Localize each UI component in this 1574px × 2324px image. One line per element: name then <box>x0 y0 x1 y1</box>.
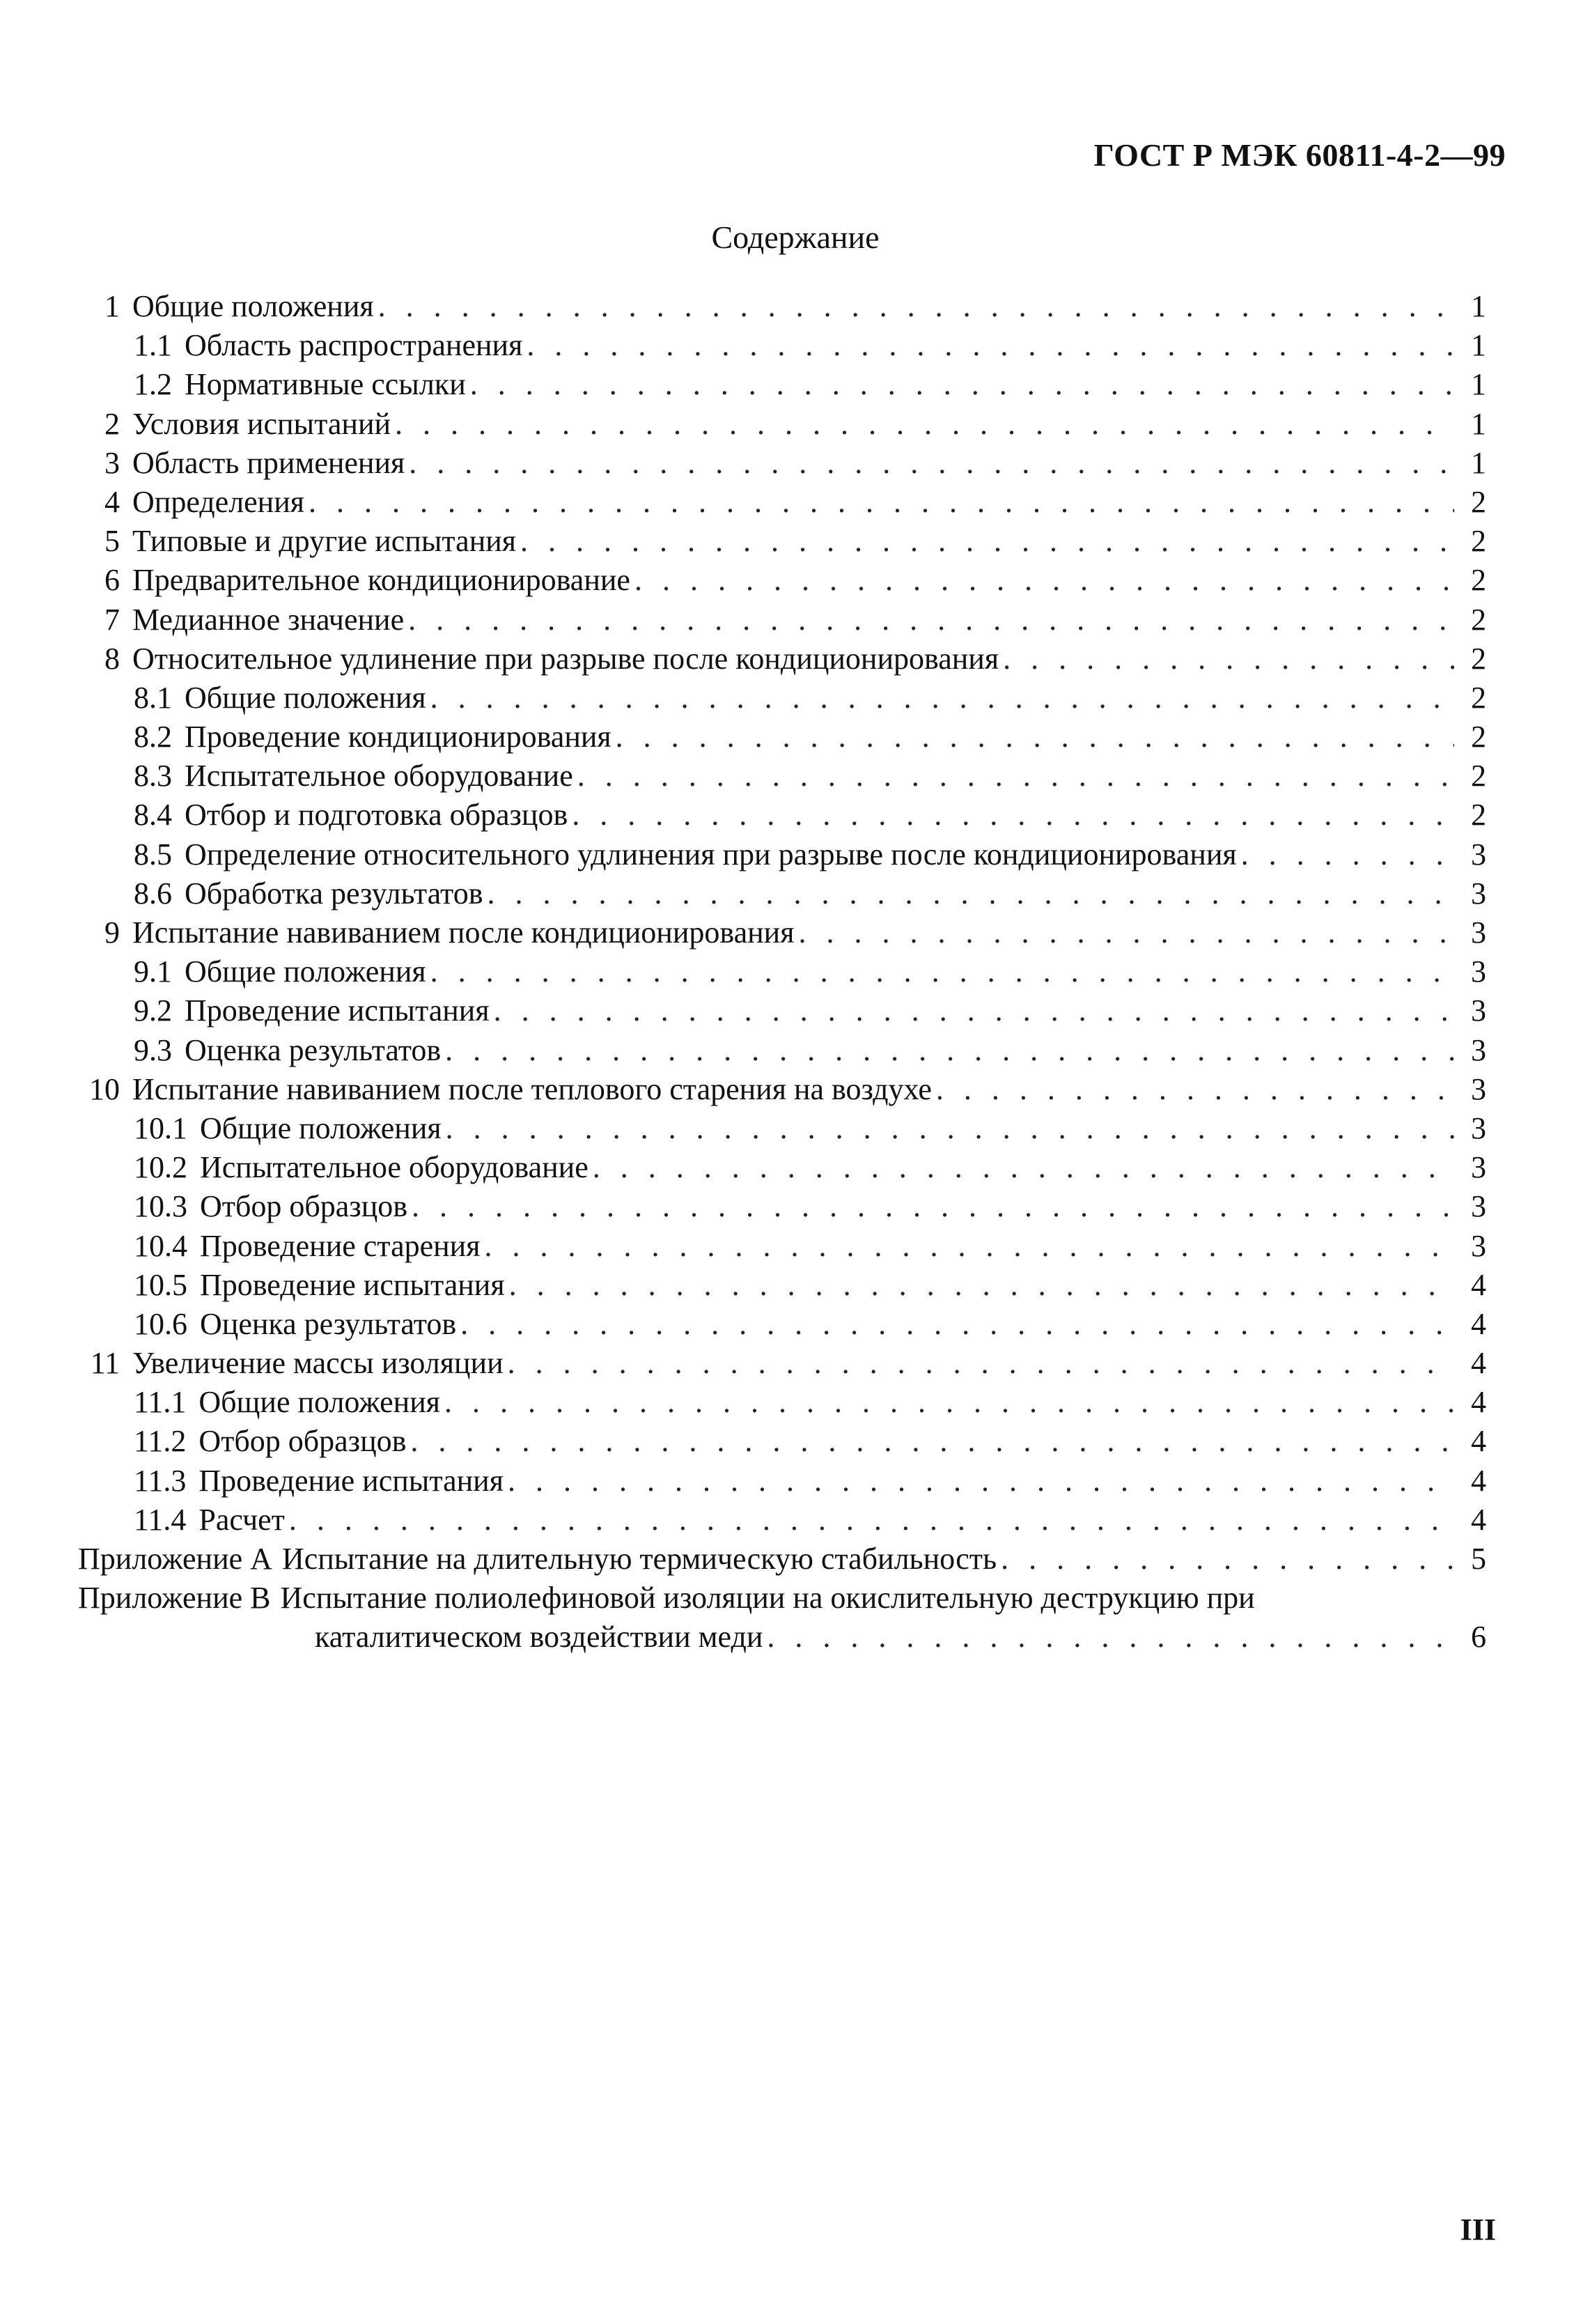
toc-entry[interactable] <box>78 835 1486 874</box>
toc-entry-page: 2 <box>1471 680 1486 715</box>
dot-leader <box>444 1383 1454 1422</box>
toc-entry[interactable] <box>78 326 1486 365</box>
toc-entry-title: Типовые и другие испытания <box>132 524 517 559</box>
dot-leader <box>409 444 1454 483</box>
toc-entry[interactable] <box>78 1031 1486 1070</box>
toc-entry-number: 11.3 <box>134 1463 187 1498</box>
toc-entry-number: 9.2 <box>134 993 172 1028</box>
toc-entry[interactable] <box>78 1109 1486 1148</box>
toc-entry-number: 2 <box>104 406 120 441</box>
toc-entry[interactable] <box>78 483 1486 522</box>
dot-leader <box>309 483 1454 522</box>
toc-entry-number: 6 <box>104 563 120 598</box>
appendix-title: Испытание полиолефиновой изоляции на окислительную деструкцию при <box>280 1581 1255 1616</box>
dot-leader <box>460 1305 1454 1344</box>
toc-entry-title: Общие положения <box>132 289 374 323</box>
toc-entry-page: 3 <box>1471 1110 1486 1145</box>
toc-entry-page: 4 <box>1471 1306 1486 1341</box>
toc-entry-number: 10.6 <box>134 1306 187 1341</box>
toc-entry-page: 2 <box>1471 720 1486 754</box>
toc-entry-title: Оценка результатов <box>200 1306 457 1341</box>
toc-entry-page: 4 <box>1471 1424 1486 1459</box>
toc-entry-number: 10.2 <box>134 1150 187 1185</box>
toc-entry[interactable] <box>78 679 1486 718</box>
toc-entry-title: Общие положения <box>185 954 426 989</box>
toc-entry-title: Отбор образцов <box>200 1189 408 1224</box>
toc-entry-number: 8.1 <box>134 680 172 715</box>
toc-entry-title: Определения <box>132 484 305 519</box>
toc-entry-title: Область применения <box>132 445 405 480</box>
dot-leader <box>445 1031 1454 1070</box>
toc-entry-title: Нормативные ссылки <box>185 367 466 402</box>
appendix-label: Приложение А <box>78 1542 272 1576</box>
toc-entry[interactable] <box>78 405 1486 444</box>
toc-entry[interactable] <box>78 522 1486 561</box>
table-of-contents <box>78 287 1486 1657</box>
dot-leader <box>289 1501 1454 1540</box>
appendix-entry[interactable] <box>78 1540 1486 1579</box>
toc-entry-page: 1 <box>1471 328 1486 363</box>
appendix-title: Испытание на длительную термическую стабильность <box>281 1542 997 1576</box>
toc-entry-title: Проведение испытания <box>200 1267 505 1302</box>
page-number: III <box>1460 2213 1496 2247</box>
toc-entry-number: 7 <box>104 602 120 637</box>
toc-entry-page: 3 <box>1471 1032 1486 1067</box>
dot-leader <box>767 1618 1454 1657</box>
dot-leader <box>412 1187 1454 1226</box>
toc-entry-number: 8.2 <box>134 720 172 754</box>
toc-entry-number: 8.5 <box>134 837 172 872</box>
toc-entry-page: 4 <box>1471 1385 1486 1420</box>
toc-entry-page: 4 <box>1471 1267 1486 1302</box>
dot-leader <box>1241 835 1454 874</box>
dot-leader <box>936 1070 1454 1109</box>
toc-entry[interactable] <box>78 1501 1486 1540</box>
toc-entry-title: Проведение испытания <box>198 1463 504 1498</box>
toc-entry-page: 2 <box>1471 641 1486 676</box>
toc-entry-title: Общие положения <box>185 680 426 715</box>
appendix-entry-continuation[interactable] <box>78 1618 1486 1657</box>
toc-entry-title: Оценка результатов <box>185 1032 442 1067</box>
toc-entry-page: 2 <box>1471 484 1486 519</box>
toc-entry-title: Отбор и подготовка образцов <box>185 798 568 832</box>
toc-entry[interactable] <box>78 796 1486 835</box>
toc-entry-title: Относительное удлинение при разрыве после кондиционирования <box>132 641 999 676</box>
toc-entry[interactable] <box>78 1227 1486 1266</box>
toc-entry-number: 11.1 <box>134 1385 187 1420</box>
toc-entry-page: 1 <box>1471 289 1486 323</box>
dot-leader <box>508 1344 1454 1383</box>
toc-entry-number: 10 <box>89 1071 120 1106</box>
dot-leader <box>430 952 1454 991</box>
toc-entry[interactable] <box>78 1305 1486 1344</box>
toc-entry-page: 2 <box>1471 563 1486 598</box>
toc-entry-title: Расчет <box>198 1502 285 1537</box>
toc-title: Содержание <box>711 219 880 255</box>
toc-entry-title: Испытание навиванием после кондиционирования <box>132 915 795 950</box>
toc-entry-number: 3 <box>104 445 120 480</box>
appendix-page: 6 <box>1471 1620 1486 1655</box>
toc-entry-number: 1.2 <box>134 367 172 402</box>
toc-entry-title: Проведение испытания <box>185 993 490 1028</box>
dot-leader <box>446 1109 1454 1148</box>
toc-entry-number: 1.1 <box>134 328 172 363</box>
dot-leader <box>378 287 1454 326</box>
toc-entry-number: 9.1 <box>134 954 172 989</box>
dot-leader <box>1001 1540 1454 1579</box>
dot-leader <box>484 1227 1454 1266</box>
toc-entry-title: Предварительное кондиционирование <box>132 563 630 598</box>
toc-entry-number: 11 <box>90 1346 120 1381</box>
toc-entry[interactable] <box>78 561 1486 600</box>
toc-entry[interactable] <box>78 1266 1486 1305</box>
dot-leader <box>1003 640 1454 679</box>
toc-entry-number: 9.3 <box>134 1032 172 1067</box>
dot-leader <box>508 1462 1454 1501</box>
toc-entry-page: 4 <box>1471 1463 1486 1498</box>
toc-entry-title: Общие положения <box>198 1385 441 1420</box>
toc-entry-page: 2 <box>1471 602 1486 637</box>
toc-entry-page: 2 <box>1471 798 1486 832</box>
toc-entry-title: Увеличение массы изоляции <box>132 1346 504 1381</box>
dot-leader <box>572 796 1454 835</box>
dot-leader <box>527 326 1454 365</box>
toc-entry[interactable] <box>78 1383 1486 1422</box>
toc-entry-number: 4 <box>104 484 120 519</box>
toc-entry-number: 10.1 <box>134 1110 187 1145</box>
appendix-page: 5 <box>1471 1542 1486 1576</box>
toc-entry-title: Обработка результатов <box>185 876 483 911</box>
toc-entry-number: 8.3 <box>134 759 172 793</box>
toc-entry-number: 9 <box>104 915 120 950</box>
dot-leader <box>487 874 1454 913</box>
toc-entry-page: 3 <box>1471 1189 1486 1224</box>
toc-entry-page: 3 <box>1471 915 1486 950</box>
toc-entry-title: Определение относительного удлинения при разрыве после кондиционирования <box>185 837 1237 872</box>
toc-entry-number: 10.4 <box>134 1228 187 1263</box>
toc-entry[interactable] <box>78 1148 1486 1187</box>
dot-leader <box>410 1422 1454 1461</box>
toc-entry[interactable] <box>78 757 1486 796</box>
dot-leader <box>577 757 1454 796</box>
appendix-title-continuation: каталитическом воздействии меди <box>315 1620 763 1655</box>
toc-entry-number: 11.4 <box>134 1502 187 1537</box>
toc-entry[interactable] <box>78 1070 1486 1109</box>
toc-entry-page: 1 <box>1471 445 1486 480</box>
toc-entry[interactable] <box>78 913 1486 952</box>
toc-entry-number: 1 <box>104 289 120 323</box>
toc-entry-title: Область распространения <box>185 328 523 363</box>
toc-entry[interactable] <box>78 1187 1486 1226</box>
toc-entry-page: 2 <box>1471 524 1486 559</box>
toc-entry-number: 8.4 <box>134 798 172 832</box>
toc-entry-page: 2 <box>1471 759 1486 793</box>
toc-entry-page: 3 <box>1471 1228 1486 1263</box>
toc-entry-number: 10.5 <box>134 1267 187 1302</box>
toc-entry-title: Отбор образцов <box>198 1424 407 1459</box>
toc-entry-number: 5 <box>104 524 120 559</box>
appendix-label: Приложение В <box>78 1581 271 1616</box>
toc-entry-page: 3 <box>1471 954 1486 989</box>
toc-entry-page: 3 <box>1471 1150 1486 1185</box>
toc-entry[interactable] <box>78 365 1486 404</box>
toc-entry[interactable] <box>78 874 1486 913</box>
toc-entry-page: 4 <box>1471 1346 1486 1381</box>
dot-leader <box>509 1266 1454 1305</box>
toc-entry-page: 3 <box>1471 837 1486 872</box>
toc-entry[interactable] <box>78 718 1486 757</box>
toc-entry-page: 3 <box>1471 993 1486 1028</box>
dot-leader <box>616 718 1454 757</box>
dot-leader <box>798 913 1454 952</box>
toc-entry-title: Испытание навиванием после теплового старения на воздухе <box>132 1071 932 1106</box>
toc-entry-title: Общие положения <box>200 1110 442 1145</box>
toc-entry-title: Проведение старения <box>200 1228 481 1263</box>
toc-entry-number: 10.3 <box>134 1189 187 1224</box>
toc-entry-title: Испытательное оборудование <box>185 759 573 793</box>
toc-entry[interactable] <box>78 601 1486 640</box>
dot-leader <box>395 405 1454 444</box>
toc-entry[interactable] <box>78 640 1486 679</box>
toc-entry[interactable] <box>78 444 1486 483</box>
dot-leader <box>430 679 1454 718</box>
dot-leader <box>593 1148 1454 1187</box>
toc-entry-number: 8 <box>104 641 120 676</box>
toc-entry-page: 1 <box>1471 367 1486 402</box>
dot-leader <box>494 991 1454 1030</box>
dot-leader <box>408 601 1454 640</box>
toc-entry-page: 4 <box>1471 1502 1486 1537</box>
dot-leader <box>634 561 1454 600</box>
toc-entry-page: 1 <box>1471 406 1486 441</box>
toc-entry-title: Испытательное оборудование <box>200 1150 589 1185</box>
toc-entry-title: Медианное значение <box>132 602 405 637</box>
toc-entry[interactable] <box>78 1344 1486 1383</box>
dot-leader <box>470 365 1454 404</box>
toc-entry[interactable] <box>78 952 1486 991</box>
appendix-entry[interactable] <box>78 1579 1486 1618</box>
toc-entry[interactable] <box>78 991 1486 1030</box>
toc-entry[interactable] <box>78 287 1486 326</box>
toc-entry-page: 3 <box>1471 1071 1486 1106</box>
toc-entry[interactable] <box>78 1422 1486 1461</box>
toc-entry-title: Проведение кондиционирования <box>185 720 611 754</box>
toc-entry-title: Условия испытаний <box>132 406 391 441</box>
toc-entry-number: 8.6 <box>134 876 172 911</box>
toc-entry-number: 11.2 <box>134 1424 187 1459</box>
toc-entry-page: 3 <box>1471 876 1486 911</box>
toc-entry[interactable] <box>78 1462 1486 1501</box>
document-code: ГОСТ Р МЭК 60811-4-2—99 <box>1093 137 1506 173</box>
dot-leader <box>520 522 1454 561</box>
